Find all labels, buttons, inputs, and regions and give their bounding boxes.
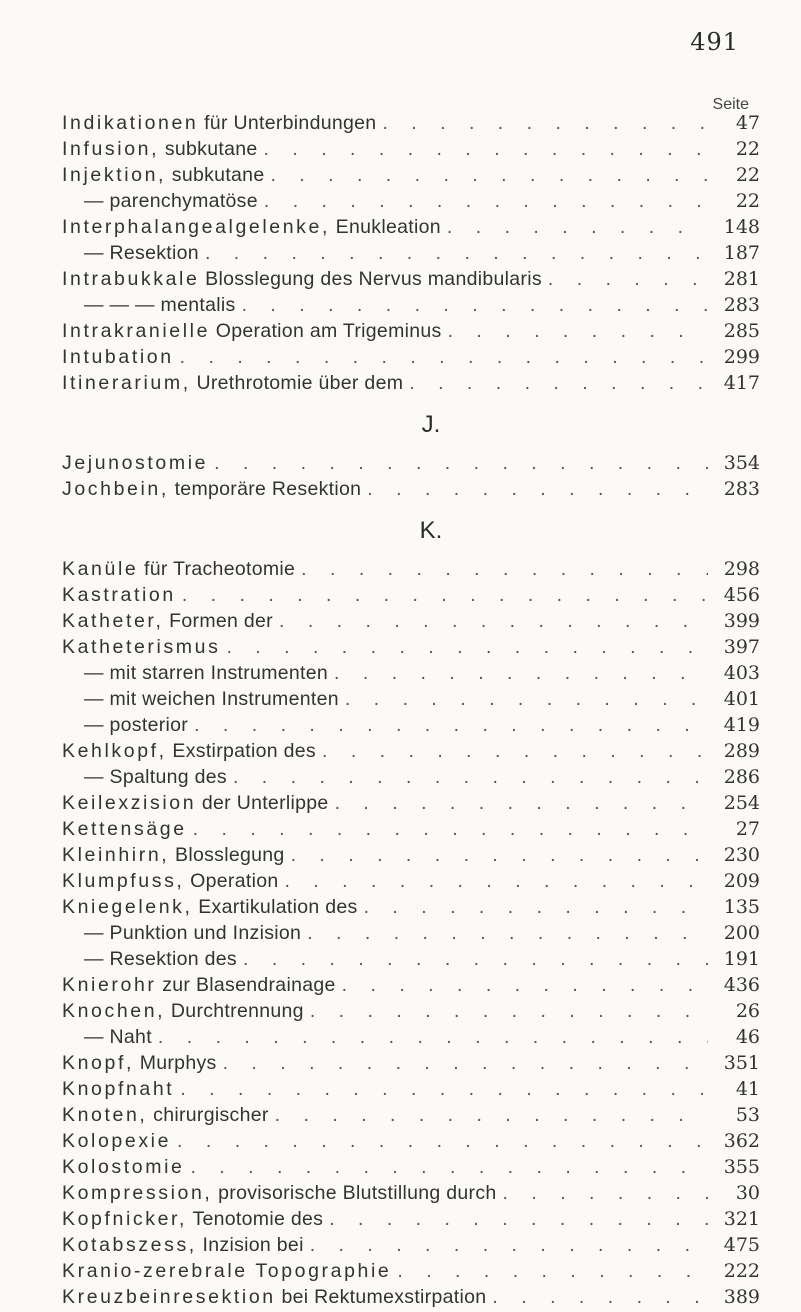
dot-leader (310, 1234, 708, 1257)
index-term-rest: chirurgischer (147, 1104, 269, 1126)
index-term-rest: — Naht (84, 1026, 152, 1048)
index-term-head: Katheterismus (62, 636, 221, 658)
index-page-number: 299 (723, 346, 760, 368)
index-term (62, 112, 376, 135)
index-entry (62, 922, 760, 948)
index-term-rest: subkutane (159, 138, 258, 160)
index-term (62, 740, 316, 763)
index-term (62, 268, 542, 291)
index-term-rest: Enukleation (329, 216, 441, 238)
index-term-head: Kniegelenk, (62, 896, 193, 918)
index-entry (62, 190, 760, 216)
dot-leader (190, 1156, 708, 1179)
index-term-rest: Urethrotomie über dem (190, 372, 404, 394)
index-term (62, 1208, 323, 1231)
index-page-number: 46 (735, 1026, 760, 1048)
dot-leader (233, 766, 708, 789)
index-term-head: Kastration (62, 584, 176, 606)
index-term (62, 818, 187, 841)
dot-leader (291, 844, 708, 867)
index-page-number: 187 (723, 242, 760, 264)
index-term (62, 636, 220, 659)
index-term (62, 294, 236, 317)
index-term-head: Jejunostomie (62, 452, 209, 474)
index-term-head: Infusion, (62, 138, 160, 160)
dot-leader (322, 740, 708, 763)
dot-leader (301, 558, 708, 581)
index-term (62, 610, 273, 633)
dot-leader (158, 1026, 708, 1049)
index-entry (62, 870, 760, 896)
index-term (62, 662, 328, 685)
index-page-number: 22 (735, 138, 760, 160)
dot-leader (397, 1260, 708, 1283)
index-term (62, 688, 339, 711)
index-term (62, 1286, 486, 1309)
index-page-number: 436 (723, 974, 760, 996)
index-term-head: Kreuzbeinresektion (62, 1286, 276, 1308)
index-term-rest: Exstirpation des (166, 740, 316, 762)
index-entry (62, 242, 760, 268)
dot-leader (307, 922, 708, 945)
index-page-number: 397 (723, 636, 760, 658)
index-term-head: Kleinhirn, (62, 844, 170, 866)
dot-leader (548, 268, 708, 291)
dot-leader (409, 372, 708, 395)
index-term-head: Interphalangealgelenke, (62, 216, 330, 238)
index-term-rest: für Unterbindungen (198, 112, 377, 134)
index-term-head: Kranio-zerebrale Topographie (62, 1260, 392, 1282)
index-entry (62, 1260, 760, 1286)
index-term-rest: — Spaltung des (84, 766, 227, 788)
index-term-rest: — Resektion (84, 242, 199, 264)
index-term-head: Indikationen (62, 112, 199, 134)
index-page-number: 389 (723, 1286, 760, 1308)
index-entry (62, 1104, 760, 1130)
index-term-rest: Blosslegung (169, 844, 285, 866)
index-entry (62, 1078, 760, 1104)
index-page-number: 456 (723, 584, 760, 606)
index-entry (62, 1208, 760, 1234)
index-page-number: 209 (723, 870, 760, 892)
dot-leader (242, 294, 708, 317)
index-term-rest: Operation am Trigeminus (210, 320, 442, 342)
index-entry (62, 844, 760, 870)
index-term (62, 1234, 304, 1257)
index-term (62, 948, 237, 971)
index-page-number: 419 (723, 714, 760, 736)
dot-leader (367, 478, 708, 501)
index-entry (62, 1286, 760, 1312)
index-term-rest: Formen der (163, 610, 273, 632)
index-entry (62, 478, 760, 504)
index-term-head: Kompression, (62, 1182, 213, 1204)
index-entry (62, 974, 760, 1000)
index-entry (62, 216, 760, 242)
dot-leader (503, 1182, 708, 1205)
index-page-number: 148 (723, 216, 760, 238)
index-entry (62, 584, 760, 610)
index-term (62, 766, 227, 789)
index-term-rest: Exartikulation des (192, 896, 358, 918)
index-term-rest: — Punktion und Inzision (84, 922, 302, 944)
index-page-number: 200 (723, 922, 760, 944)
index-page-number: 281 (723, 268, 760, 290)
index-term-rest: zur Blasendrainage (156, 974, 336, 996)
index-page-number: 289 (723, 740, 760, 762)
index-term-rest: Tenotomie des (187, 1208, 324, 1230)
index-term-rest: — mit weichen Instrumenten (84, 688, 339, 710)
index-entry (62, 1130, 760, 1156)
index-term-head: Keilexzision (62, 792, 197, 814)
index-term-head: Injektion, (62, 164, 167, 186)
index-term (62, 558, 295, 581)
index-term-head: Kolostomie (62, 1156, 185, 1178)
index-term (62, 1026, 152, 1049)
index-term-head: Intrabukkale (62, 268, 200, 290)
index-entry (62, 1234, 760, 1260)
section-letter: K. (419, 517, 443, 544)
dot-leader (329, 1208, 708, 1231)
index-term (62, 1052, 217, 1075)
index-page-number: 135 (723, 896, 760, 918)
index-page-number: 53 (735, 1104, 760, 1126)
index-page-number: 403 (723, 662, 760, 684)
index-page-number: 475 (723, 1234, 760, 1256)
index-term (62, 1104, 269, 1127)
index-entry (62, 636, 760, 662)
index-page-number: 222 (723, 1260, 760, 1282)
index-term-rest: provisorische Blutstillung durch (212, 1182, 497, 1204)
index-page-number: 254 (723, 792, 760, 814)
index-term-head: Kehlkopf, (62, 740, 167, 762)
index-page-number: 22 (735, 190, 760, 212)
index-term (62, 1078, 174, 1101)
dot-leader (448, 320, 708, 343)
dot-leader (243, 948, 708, 971)
index-page-number: 321 (723, 1208, 760, 1230)
index-term-head: Kanüle (62, 558, 139, 580)
index-term-rest: temporäre Resektion (168, 478, 362, 500)
index-term-rest: Durchtrennung (165, 1000, 304, 1022)
dot-leader (223, 1052, 708, 1075)
dot-leader (264, 190, 708, 213)
index-term-head: Klumpfuss, (62, 870, 185, 892)
index-entry (62, 452, 760, 478)
dot-leader (194, 714, 708, 737)
dot-leader (382, 112, 708, 135)
index-term (62, 896, 358, 919)
index-page-number: 283 (723, 294, 760, 316)
index-entry (62, 896, 760, 922)
index-term-rest: Murphys (133, 1052, 217, 1074)
index-page-number: 355 (723, 1156, 760, 1178)
index-entry (62, 688, 760, 714)
index-term-head: Knochen, (62, 1000, 166, 1022)
page-number: 491 (690, 28, 739, 56)
index-page-number: 283 (723, 478, 760, 500)
index-term-head: Knopfnaht (62, 1078, 175, 1100)
dot-leader (177, 1130, 708, 1153)
index-term (62, 870, 279, 893)
index-entry (62, 818, 760, 844)
index-term-head: Knopf, (62, 1052, 134, 1074)
index-term-rest: Operation (184, 870, 279, 892)
index-page-number: 27 (735, 818, 760, 840)
index-term (62, 844, 285, 867)
index-page-number: 30 (735, 1182, 760, 1204)
index-term-head: Knierohr (62, 974, 157, 996)
index-term (62, 922, 301, 945)
index-term-rest: — mit starren Instrumenten (84, 662, 329, 684)
index-entry (62, 1026, 760, 1052)
index-term (62, 242, 199, 265)
dot-leader (447, 216, 708, 239)
index-page-number: 230 (723, 844, 760, 866)
section-letter: J. (421, 411, 441, 438)
index-entry (62, 948, 760, 974)
index-term (62, 792, 329, 815)
index-term-head: Katheter, (62, 610, 164, 632)
index-term-rest: Inzision bei (196, 1234, 304, 1256)
dot-leader (182, 584, 708, 607)
index-term (62, 138, 258, 161)
index-term (62, 216, 441, 239)
index-term-rest: — — — mentalis (84, 294, 236, 316)
index-term-rest: — Resektion des (84, 948, 237, 970)
index-page-number: 351 (723, 1052, 760, 1074)
dot-leader (214, 452, 708, 475)
index-entry (62, 662, 760, 688)
dot-leader (264, 138, 708, 161)
dot-leader (492, 1286, 708, 1309)
dot-leader (193, 818, 708, 841)
index-page-number: 354 (723, 452, 760, 474)
index-term-head: Kettensäge (62, 818, 187, 840)
index-entry (62, 714, 760, 740)
index-entry (62, 1000, 760, 1026)
index-term (62, 190, 258, 213)
index-term (62, 1000, 304, 1023)
index-entry (62, 346, 760, 372)
index-entry (62, 372, 760, 398)
index-entry (62, 792, 760, 818)
index-entry (62, 112, 760, 138)
dot-leader (226, 636, 708, 659)
index-page-number: 399 (723, 610, 760, 632)
index-term-rest: Blosslegung des Nervus mandibularis (199, 268, 542, 290)
dot-leader (310, 1000, 708, 1023)
index-term-rest: — posterior (84, 714, 189, 736)
index-term-head: Intrakranielle (62, 320, 211, 342)
index-term-head: Itinerarium, (62, 372, 191, 394)
index-page-number: 26 (735, 1000, 760, 1022)
index-term (62, 584, 176, 607)
index-page-number: 417 (723, 372, 760, 394)
index-list (62, 112, 760, 1312)
index-page-number: 285 (723, 320, 760, 342)
index-entry (62, 766, 760, 792)
index-page-number: 22 (735, 164, 760, 186)
index-term-head: Kolopexie (62, 1130, 172, 1152)
index-page-number: 401 (723, 688, 760, 710)
index-term-rest: der Unterlippe (196, 792, 329, 814)
index-term (62, 714, 188, 737)
index-term-rest: — parenchymatöse (84, 190, 258, 212)
dot-leader (342, 974, 708, 997)
index-term (62, 164, 264, 187)
index-entry (62, 268, 760, 294)
index-entry (62, 138, 760, 164)
index-term-head: Intubation (62, 346, 174, 368)
dot-leader (345, 688, 708, 711)
index-term (62, 974, 336, 997)
index-term (62, 452, 208, 475)
dot-leader (180, 346, 708, 369)
index-entry (62, 610, 760, 636)
index-entry (62, 320, 760, 346)
index-page-number: 41 (735, 1078, 760, 1100)
dot-leader (205, 242, 708, 265)
index-term (62, 1260, 391, 1283)
index-entry (62, 740, 760, 766)
index-term-head: Kopfnicker, (62, 1208, 188, 1230)
index-page-number: 191 (723, 948, 760, 970)
index-page-number: 47 (735, 112, 760, 134)
dot-leader (275, 1104, 708, 1127)
dot-leader (279, 610, 708, 633)
dot-leader (285, 870, 708, 893)
index-term (62, 372, 403, 395)
index-entry (62, 164, 760, 190)
index-term-head: Jochbein, (62, 478, 169, 500)
index-page-number: 286 (723, 766, 760, 788)
column-header-seite: Seite (712, 96, 749, 113)
index-term-rest: bei Rektumexstirpation (275, 1286, 487, 1308)
index-term-rest: für Tracheotomie (138, 558, 296, 580)
index-page-number: 362 (723, 1130, 760, 1152)
index-term (62, 320, 442, 343)
index-term (62, 1182, 497, 1205)
index-entry (62, 1182, 760, 1208)
dot-leader (180, 1078, 708, 1101)
index-entry (62, 558, 760, 584)
index-entry (62, 1052, 760, 1078)
dot-leader (364, 896, 708, 919)
index-term (62, 1130, 171, 1153)
index-entry (62, 1156, 760, 1182)
index-term-head: Kotabszess, (62, 1234, 197, 1256)
dot-leader (335, 792, 708, 815)
dot-leader (270, 164, 708, 187)
index-page-number: 298 (723, 558, 760, 580)
index-entry (62, 294, 760, 320)
index-term (62, 1156, 184, 1179)
index-term (62, 346, 174, 369)
index-term-rest: subkutane (166, 164, 265, 186)
index-term (62, 478, 361, 501)
dot-leader (334, 662, 708, 685)
index-term-head: Knoten, (62, 1104, 148, 1126)
